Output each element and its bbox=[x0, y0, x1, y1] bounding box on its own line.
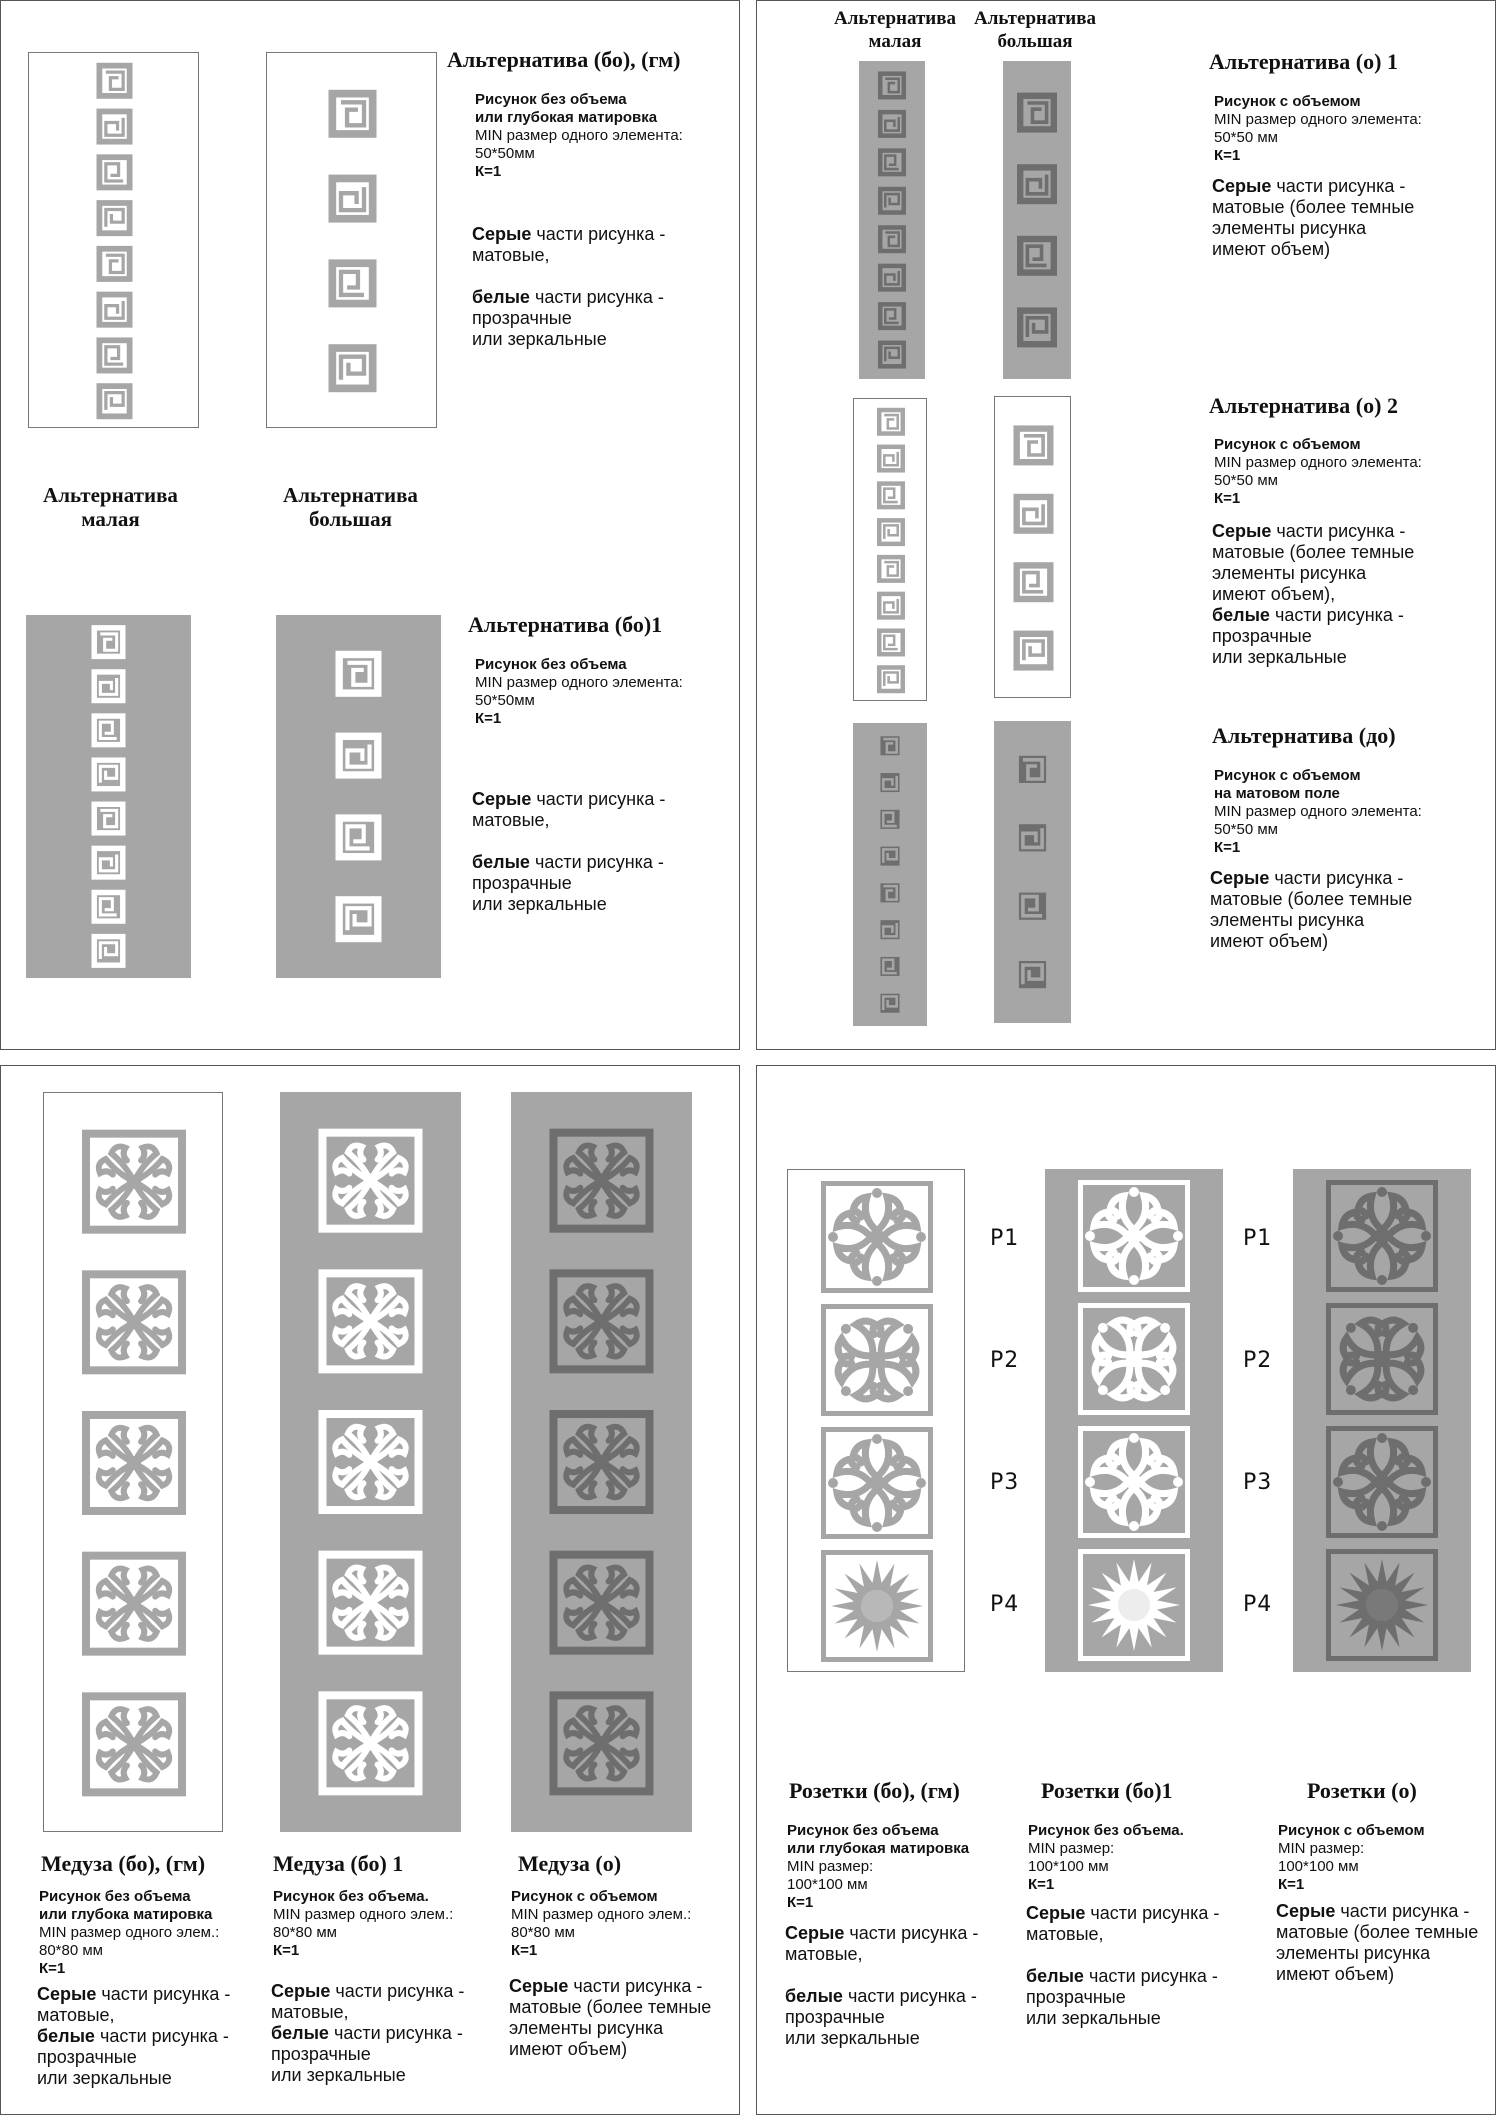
desc-text: матовые (более темные bbox=[509, 1997, 712, 2017]
desc-text: прозрачные bbox=[472, 308, 572, 328]
spec-line: 100*100 мм bbox=[787, 1876, 868, 1893]
desc-bold: Серые bbox=[509, 1976, 569, 1996]
desc-text: матовые, bbox=[1026, 1924, 1104, 1944]
meander-pattern bbox=[26, 615, 191, 978]
spec-line: 80*80 мм bbox=[511, 1924, 575, 1941]
desc-text: или зеркальные bbox=[785, 2028, 920, 2048]
section-title: Альтернатива (о) 1 bbox=[1209, 49, 1398, 74]
desc-text: прозрачные bbox=[472, 873, 572, 893]
desc-text: части рисунка - bbox=[529, 852, 664, 872]
spec-line: MIN размер одного элемента: bbox=[1214, 454, 1422, 471]
spec-line: Рисунок с объемом bbox=[1214, 767, 1361, 784]
spec-line: К=1 bbox=[475, 163, 502, 180]
desc-bold: Серые bbox=[271, 1981, 331, 2001]
spec-line: 50*50 мм bbox=[1214, 129, 1278, 146]
panel-alternativa-o bbox=[756, 0, 1496, 1050]
desc-text: имеют объем) bbox=[1210, 931, 1329, 951]
description-block bbox=[509, 1976, 711, 2060]
desc-bold: Серые bbox=[1212, 521, 1272, 541]
rosette-label-p1: Р1 bbox=[1243, 1226, 1273, 1251]
desc-text: матовые (более темные bbox=[1212, 542, 1415, 562]
rosette-label-p1: Р1 bbox=[990, 1226, 1020, 1251]
label-line: большая bbox=[309, 507, 392, 531]
pattern-strip-rozetki-o bbox=[1293, 1169, 1471, 1672]
meander-pattern bbox=[994, 721, 1071, 1023]
meander-pattern bbox=[854, 399, 928, 702]
spec-block bbox=[511, 1888, 691, 1960]
desc-bold: белые bbox=[1212, 605, 1270, 625]
label-large bbox=[965, 7, 1105, 53]
desc-bold: Серые bbox=[785, 1923, 845, 1943]
spec-line: К=1 bbox=[39, 1960, 66, 1977]
desc-bold: Серые bbox=[1026, 1903, 1086, 1923]
desc-text: или зеркальные bbox=[271, 2065, 406, 2085]
rosette-label-p2: Р2 bbox=[990, 1348, 1020, 1373]
description-block bbox=[1026, 1903, 1219, 2029]
spec-line: 80*80 мм bbox=[273, 1924, 337, 1941]
pattern-strip-o2-large bbox=[994, 396, 1071, 698]
pattern-strip-do-small bbox=[853, 723, 927, 1026]
description-block bbox=[472, 224, 665, 350]
section-title: Розетки (бо)1 bbox=[1041, 1778, 1173, 1803]
spec-line: 50*50мм bbox=[475, 145, 535, 162]
spec-line: Рисунок с объемом bbox=[1214, 93, 1361, 110]
desc-text: части рисунка - bbox=[1271, 176, 1406, 196]
spec-line: 50*50мм bbox=[475, 692, 535, 709]
desc-text: или зеркальные bbox=[1212, 647, 1347, 667]
spec-line: К=1 bbox=[273, 1942, 300, 1959]
spec-line: Рисунок с объемом bbox=[1278, 1822, 1425, 1839]
desc-text: имеют объем) bbox=[1212, 239, 1331, 259]
desc-text: части рисунка - bbox=[94, 2026, 229, 2046]
desc-text: матовые, bbox=[271, 2002, 349, 2022]
desc-text: части рисунка - bbox=[330, 1981, 465, 2001]
spec-line: К=1 bbox=[1214, 490, 1241, 507]
desc-text: или зеркальные bbox=[472, 329, 607, 349]
spec-line: Рисунок без объема. bbox=[1028, 1822, 1184, 1839]
description-block bbox=[37, 1984, 230, 2089]
pattern-strip-o2-small bbox=[853, 398, 927, 701]
desc-bold: Серые bbox=[472, 224, 532, 244]
spec-line: К=1 bbox=[1214, 147, 1241, 164]
desc-text: части рисунка - bbox=[531, 224, 666, 244]
spec-line: Рисунок без объема bbox=[787, 1822, 939, 1839]
desc-bold: белые bbox=[472, 287, 530, 307]
spec-line: К=1 bbox=[511, 1942, 538, 1959]
desc-text: матовые, bbox=[472, 245, 550, 265]
description-block bbox=[1212, 521, 1414, 668]
desc-text: матовые, bbox=[785, 1944, 863, 1964]
spec-line: Рисунок без объема bbox=[475, 91, 627, 108]
pattern-strip-meduza-o bbox=[511, 1092, 692, 1832]
label-line: Альтернатива bbox=[973, 8, 1097, 29]
spec-line: MIN размер: bbox=[1278, 1840, 1365, 1857]
desc-text: элементы рисунка bbox=[1210, 910, 1365, 930]
desc-text: прозрачные bbox=[37, 2047, 137, 2067]
panel-alternativa-bo bbox=[0, 0, 740, 1050]
desc-bold: Серые bbox=[37, 1984, 97, 2004]
spec-line: MIN размер одного элемента: bbox=[1214, 111, 1422, 128]
label-line: Альтернатива bbox=[283, 483, 418, 507]
desc-text: части рисунка - bbox=[531, 789, 666, 809]
label-line: малая bbox=[81, 507, 140, 531]
pattern-strip-o1-small bbox=[859, 61, 925, 379]
spec-block bbox=[1214, 436, 1422, 508]
desc-text: имеют объем), bbox=[1212, 584, 1336, 604]
desc-text: части рисунка - bbox=[1335, 1901, 1470, 1921]
spec-line: MIN размер: bbox=[1028, 1840, 1115, 1857]
description-block bbox=[472, 789, 665, 915]
section-title: Розетки (бо), (гм) bbox=[789, 1778, 960, 1803]
rosette-pattern bbox=[1045, 1169, 1223, 1672]
meander-pattern bbox=[859, 61, 925, 379]
label-line: Альтернатива bbox=[43, 483, 178, 507]
desc-bold: Серые bbox=[472, 789, 532, 809]
spec-line: 80*80 мм bbox=[39, 1942, 103, 1959]
desc-text: матовые (более темные bbox=[1210, 889, 1413, 909]
section-title: Альтернатива (бо)1 bbox=[468, 612, 663, 637]
pattern-strip-do-large bbox=[994, 721, 1071, 1023]
section-title: Альтернатива (до) bbox=[1212, 723, 1396, 748]
desc-bold: белые bbox=[271, 2023, 329, 2043]
spec-line: MIN размер одного элемента: bbox=[475, 674, 683, 691]
rosette-pattern bbox=[788, 1170, 966, 1673]
spec-line: 50*50 мм bbox=[1214, 472, 1278, 489]
desc-text: имеют объем) bbox=[509, 2039, 628, 2059]
rosette-label-p2: Р2 bbox=[1243, 1348, 1273, 1373]
spec-line: MIN размер одного элемента: bbox=[1214, 803, 1422, 820]
section-title: Медуза (о) bbox=[518, 1851, 622, 1876]
spec-line: MIN размер одного элем.: bbox=[511, 1906, 692, 1923]
rosette-label-p4: Р4 bbox=[990, 1592, 1020, 1617]
description-block bbox=[1212, 176, 1414, 260]
desc-text: матовые, bbox=[37, 2005, 115, 2025]
pattern-strip-o1-large bbox=[1003, 61, 1071, 379]
desc-bold: Серые bbox=[1212, 176, 1272, 196]
rosette-label-p3: Р3 bbox=[1243, 1470, 1273, 1495]
desc-text: прозрачные bbox=[1212, 626, 1312, 646]
label-line: малая bbox=[868, 31, 922, 52]
description-block bbox=[1210, 868, 1412, 952]
spec-block bbox=[1028, 1822, 1184, 1894]
meduza-pattern bbox=[511, 1092, 692, 1832]
spec-line: MIN размер одного элем.: bbox=[273, 1906, 454, 1923]
section-title: Медуза (бо), (гм) bbox=[41, 1851, 206, 1876]
spec-block bbox=[1214, 93, 1422, 165]
meander-pattern bbox=[267, 53, 438, 429]
section-title: Медуза (бо) 1 bbox=[273, 1851, 404, 1876]
desc-text: части рисунка - bbox=[842, 1986, 977, 2006]
meander-pattern bbox=[29, 53, 200, 429]
spec-line: К=1 bbox=[1214, 839, 1241, 856]
panel-rozetki bbox=[756, 1065, 1496, 2115]
spec-line: 100*100 мм bbox=[1278, 1858, 1359, 1875]
pattern-strip-rozetki-bo-gm bbox=[787, 1169, 965, 1672]
spec-block bbox=[787, 1822, 969, 1912]
desc-text: прозрачные bbox=[785, 2007, 885, 2027]
desc-text: матовые (более темные bbox=[1276, 1922, 1479, 1942]
spec-line: или глубока матировка bbox=[39, 1906, 213, 1923]
meander-pattern bbox=[1003, 61, 1071, 379]
spec-line: К=1 bbox=[475, 710, 502, 727]
spec-block bbox=[475, 91, 683, 181]
desc-text: или зеркальные bbox=[472, 894, 607, 914]
section-title: Розетки (о) bbox=[1307, 1778, 1417, 1803]
spec-block bbox=[1214, 767, 1422, 857]
desc-bold: белые bbox=[1026, 1966, 1084, 1986]
desc-bold: белые bbox=[472, 852, 530, 872]
desc-text: элементы рисунка bbox=[1212, 218, 1367, 238]
pattern-strip-rozetki-bo1 bbox=[1045, 1169, 1223, 1672]
meduza-pattern bbox=[280, 1092, 461, 1832]
desc-text: матовые (более темные bbox=[1212, 197, 1415, 217]
rosette-label-p4: Р4 bbox=[1243, 1592, 1273, 1617]
label-line: Альтернатива bbox=[833, 8, 957, 29]
desc-text: части рисунка - bbox=[844, 1923, 979, 1943]
desc-text: матовые, bbox=[472, 810, 550, 830]
desc-text: имеют объем) bbox=[1276, 1964, 1395, 1984]
pattern-strip-large-grey bbox=[276, 615, 441, 978]
panel-meduza bbox=[0, 1065, 740, 2115]
description-block bbox=[1276, 1901, 1478, 1985]
label-small bbox=[825, 7, 965, 53]
section-title: Альтернатива (бо), (гм) bbox=[447, 47, 681, 72]
pattern-strip-meduza-bo1 bbox=[280, 1092, 461, 1832]
section-title: Альтернатива (о) 2 bbox=[1209, 393, 1398, 418]
desc-text: прозрачные bbox=[1026, 1987, 1126, 2007]
spec-line: 50*50 мм bbox=[1214, 821, 1278, 838]
spec-line: MIN размер: bbox=[787, 1858, 874, 1875]
spec-line: Рисунок без объема. bbox=[273, 1888, 429, 1905]
desc-text: элементы рисунка bbox=[1276, 1943, 1431, 1963]
desc-text: части рисунка - bbox=[1269, 605, 1404, 625]
spec-line: Рисунок без объема bbox=[475, 656, 627, 673]
desc-text: части рисунка - bbox=[1085, 1903, 1220, 1923]
spec-line: или глубокая матировка bbox=[475, 109, 658, 126]
rosette-pattern bbox=[1293, 1169, 1471, 1672]
desc-bold: белые bbox=[785, 1986, 843, 2006]
desc-text: части рисунка - bbox=[529, 287, 664, 307]
desc-text: элементы рисунка bbox=[1212, 563, 1367, 583]
desc-text: или зеркальные bbox=[37, 2068, 172, 2088]
spec-line: MIN размер одного элем.: bbox=[39, 1924, 220, 1941]
desc-text: или зеркальные bbox=[1026, 2008, 1161, 2028]
desc-text: части рисунка - bbox=[1271, 521, 1406, 541]
desc-text: части рисунка - bbox=[1269, 868, 1404, 888]
spec-block bbox=[475, 656, 683, 728]
meduza-pattern bbox=[44, 1093, 224, 1833]
pattern-strip-small-white bbox=[28, 52, 199, 428]
rosette-label-p3: Р3 bbox=[990, 1470, 1020, 1495]
desc-text: части рисунка - bbox=[96, 1984, 231, 2004]
spec-block bbox=[273, 1888, 453, 1960]
meander-pattern bbox=[853, 723, 927, 1026]
desc-text: прозрачные bbox=[271, 2044, 371, 2064]
spec-line: или глубокая матировка bbox=[787, 1840, 970, 1857]
spec-block bbox=[39, 1888, 219, 1978]
description-block bbox=[271, 1981, 464, 2086]
spec-line: К=1 bbox=[787, 1894, 814, 1911]
label-small bbox=[23, 483, 198, 531]
desc-text: элементы рисунка bbox=[509, 2018, 664, 2038]
label-line: большая bbox=[997, 31, 1073, 52]
spec-line: Рисунок с объемом bbox=[1214, 436, 1361, 453]
spec-block bbox=[1278, 1822, 1425, 1894]
meander-pattern bbox=[276, 615, 441, 978]
spec-line: Рисунок с объемом bbox=[511, 1888, 658, 1905]
desc-text: части рисунка - bbox=[568, 1976, 703, 1996]
spec-line: К=1 bbox=[1278, 1876, 1305, 1893]
pattern-strip-large-white bbox=[266, 52, 437, 428]
pattern-strip-meduza-bo-gm bbox=[43, 1092, 223, 1832]
desc-bold: белые bbox=[37, 2026, 95, 2046]
desc-bold: Серые bbox=[1210, 868, 1270, 888]
meander-pattern bbox=[995, 397, 1072, 699]
label-large bbox=[263, 483, 438, 531]
description-block bbox=[785, 1923, 978, 2049]
desc-bold: Серые bbox=[1276, 1901, 1336, 1921]
desc-text: части рисунка - bbox=[328, 2023, 463, 2043]
spec-line: 100*100 мм bbox=[1028, 1858, 1109, 1875]
spec-line: MIN размер одного элемента: bbox=[475, 127, 683, 144]
desc-text: части рисунка - bbox=[1083, 1966, 1218, 1986]
spec-line: К=1 bbox=[1028, 1876, 1055, 1893]
spec-line: Рисунок без объема bbox=[39, 1888, 191, 1905]
pattern-strip-small-grey bbox=[26, 615, 191, 978]
spec-line: на матовом поле bbox=[1214, 785, 1340, 802]
